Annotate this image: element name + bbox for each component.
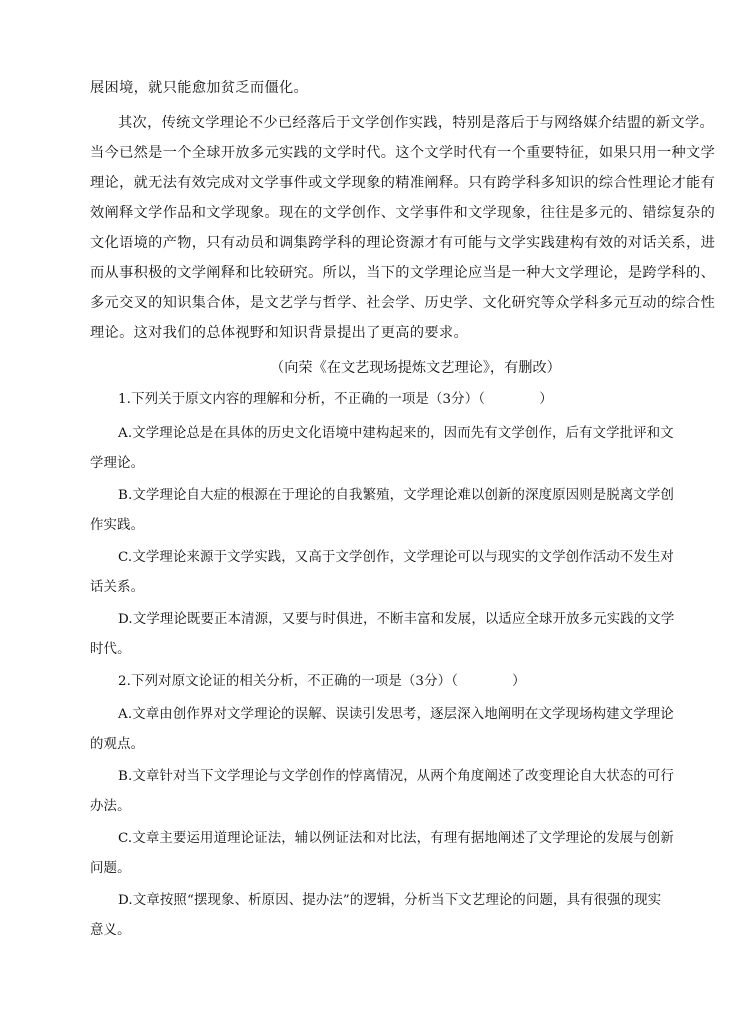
passage-line: 而从事积极的文学阐释和比较研究。所以，当下的文学理论应当是一种大文学理论，是跨学科的、: [90, 265, 716, 281]
option-d-cont: 时代。: [90, 642, 131, 657]
passage-line: 理论。这对我们的总体视野和知识背景提出了更高的要求。: [90, 325, 468, 341]
passage-line: 多元交叉的知识集合体，是文艺学与哲学、社会学、历史学、文化研究等众学科多元互动的综合性: [90, 295, 716, 311]
passage-line: 效阐释文学作品和文学现象。现在的文学创作、文学事件和文学现象，往往是多元的、错综复杂的: [90, 205, 716, 221]
option-b-cont: 作实践。: [90, 518, 145, 533]
source-citation: （向荣《在文艺现场提炼文艺理论》，有删改）: [270, 360, 561, 376]
question-stem: 1.下列关于原文内容的理解和分析，不正确的一项是（3分）（ ）: [118, 392, 553, 407]
option-d: D.文章按照“摆现象、析原因、提办法”的逻辑，分析当下文艺理论的问题，具有很强的现实: [118, 893, 662, 908]
option-d-cont: 意义。: [90, 923, 131, 938]
passage-line: 理论，就无法有效完成对文学事件或文学现象的精准阐释。只有跨学科多知识的综合性理论才能有: [90, 175, 716, 191]
option-a: A.文章由创作界对文学理论的误解、误读引发思考，逐层深入地阐明在文学现场构建文学理论: [118, 707, 674, 722]
passage-line: 其次，传统文学理论不少已经落后于文学创作实践，特别是落后于与网络媒介结盟的新文学。: [118, 115, 715, 131]
passage-line: 当今已然是一个全球开放多元实践的文学时代。这个文学时代有一个重要特征，如果只用一种文学: [90, 145, 716, 161]
passage-line: 展困境，就只能愈加贫乏而僵化。: [90, 80, 309, 96]
option-c: C.文学理论来源于文学实践，又高于文学创作，文学理论可以与现实的文学创作活动不发生对: [118, 550, 674, 565]
option-c-cont: 问题。: [90, 861, 131, 876]
option-b: B.文章针对当下文学理论与文学创作的悖离情况，从两个角度阐述了改变理论自大状态的可行: [118, 769, 675, 784]
option-a-cont: 学理论。: [90, 456, 145, 471]
option-b: B.文学理论自大症的根源在于理论的自我繁殖，文学理论难以创新的深度原因则是脱离文学创: [118, 488, 675, 503]
option-d: D.文学理论既要正本清源，又要与时俱进，不断丰富和发展，以适应全球开放多元实践的文学: [118, 612, 675, 627]
option-b-cont: 办法。: [90, 799, 131, 814]
question-stem: 2.下列对原文论证的相关分析，不正确的一项是（3分）（ ）: [118, 674, 526, 689]
option-c-cont: 话关系。: [90, 580, 145, 595]
option-a: A.文学理论总是在具体的历史文化语境中建构起来的，因而先有文学创作，后有文学批评和文: [118, 426, 674, 441]
option-c: C.文章主要运用道理论证法，辅以例证法和对比法，有理有据地阐述了文学理论的发展与创新: [118, 831, 674, 846]
passage-line: 文化语境的产物，只有动员和调集跨学科的理论资源才有可能与文学实践建构有效的对话关系，进: [90, 235, 716, 251]
option-a-cont: 的观点。: [90, 737, 145, 752]
